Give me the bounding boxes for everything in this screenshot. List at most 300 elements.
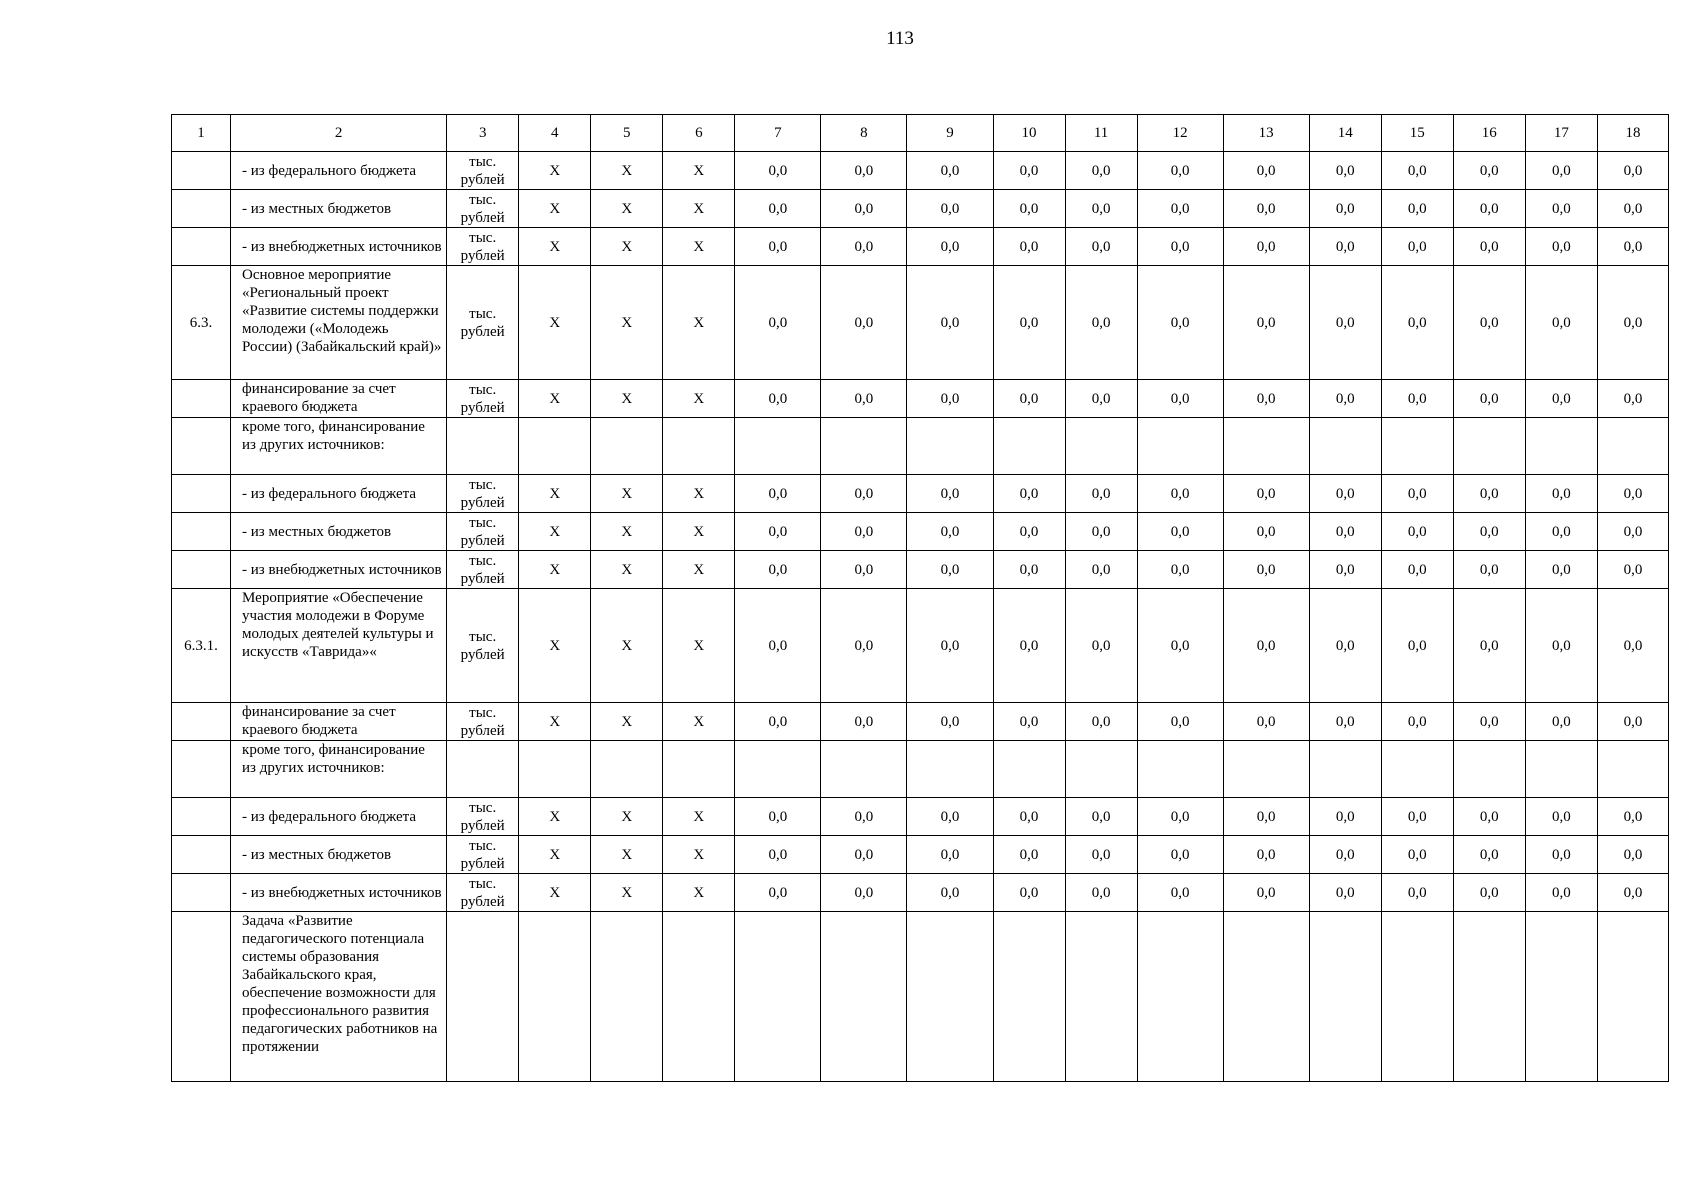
value-cell: 0,0 <box>821 703 907 741</box>
row-unit <box>447 418 519 475</box>
value-cell: 0,0 <box>993 380 1065 418</box>
value-cell: 0,0 <box>1137 798 1223 836</box>
value-cell: 0,0 <box>1381 836 1453 874</box>
value-cell: 0,0 <box>821 228 907 266</box>
value-cell: 0,0 <box>1065 380 1137 418</box>
value-cell: 0,0 <box>1381 152 1453 190</box>
row-number <box>172 513 231 551</box>
table-row <box>172 741 1669 798</box>
value-cell: 0,0 <box>821 475 907 513</box>
row-number <box>172 475 231 513</box>
value-cell: X <box>591 836 663 874</box>
value-cell: 0,0 <box>1223 266 1309 380</box>
value-cell: 0,0 <box>907 551 993 589</box>
value-cell: 0,0 <box>1065 228 1137 266</box>
header-cell: 16 <box>1453 115 1525 152</box>
value-cell: 0,0 <box>1381 703 1453 741</box>
value-cell: X <box>663 798 735 836</box>
value-cell: 0,0 <box>1223 703 1309 741</box>
value-cell: X <box>519 551 591 589</box>
value-cell <box>821 912 907 1082</box>
value-cell: X <box>591 380 663 418</box>
row-number <box>172 912 231 1082</box>
value-cell: 0,0 <box>1597 228 1668 266</box>
value-cell <box>519 741 591 798</box>
value-cell: 0,0 <box>1137 703 1223 741</box>
value-cell: 0,0 <box>735 380 821 418</box>
value-cell <box>1065 418 1137 475</box>
row-number <box>172 741 231 798</box>
value-cell: X <box>519 152 591 190</box>
value-cell: 0,0 <box>1525 266 1597 380</box>
value-cell: 0,0 <box>1137 266 1223 380</box>
table-row <box>172 589 1669 703</box>
value-cell: 0,0 <box>1065 589 1137 703</box>
value-cell <box>1309 912 1381 1082</box>
value-cell <box>1381 418 1453 475</box>
value-cell: 0,0 <box>1137 228 1223 266</box>
value-cell <box>663 418 735 475</box>
row-unit: тыс. рублей <box>447 703 519 741</box>
value-cell: 0,0 <box>1309 513 1381 551</box>
value-cell: 0,0 <box>1309 152 1381 190</box>
value-cell: X <box>663 266 735 380</box>
row-description: - из внебюджетных источников <box>231 228 447 266</box>
value-cell: 0,0 <box>1137 380 1223 418</box>
row-description: - из внебюджетных источников <box>231 551 447 589</box>
value-cell: 0,0 <box>1453 703 1525 741</box>
value-cell: X <box>591 475 663 513</box>
row-description: - из местных бюджетов <box>231 190 447 228</box>
value-cell: 0,0 <box>907 798 993 836</box>
value-cell: 0,0 <box>1597 152 1668 190</box>
value-cell: 0,0 <box>821 589 907 703</box>
value-cell: 0,0 <box>1381 190 1453 228</box>
value-cell: X <box>519 703 591 741</box>
header-row <box>172 115 1669 152</box>
row-unit: тыс. рублей <box>447 475 519 513</box>
value-cell <box>663 912 735 1082</box>
table-row <box>172 228 1669 266</box>
value-cell: 0,0 <box>907 589 993 703</box>
value-cell: X <box>663 513 735 551</box>
value-cell: X <box>663 551 735 589</box>
table-row <box>172 874 1669 912</box>
header-cell: 6 <box>663 115 735 152</box>
value-cell: 0,0 <box>1223 228 1309 266</box>
row-number: 6.3.1. <box>172 589 231 703</box>
value-cell: 0,0 <box>1137 152 1223 190</box>
value-cell: 0,0 <box>993 513 1065 551</box>
header-cell: 5 <box>591 115 663 152</box>
value-cell: 0,0 <box>1525 703 1597 741</box>
table-row <box>172 912 1669 1082</box>
value-cell: 0,0 <box>1223 874 1309 912</box>
table-row <box>172 703 1669 741</box>
row-description: - из федерального бюджета <box>231 152 447 190</box>
value-cell: 0,0 <box>1223 380 1309 418</box>
value-cell <box>1597 912 1668 1082</box>
value-cell <box>1309 418 1381 475</box>
row-number <box>172 874 231 912</box>
value-cell: 0,0 <box>907 190 993 228</box>
value-cell: X <box>519 380 591 418</box>
header-cell: 13 <box>1223 115 1309 152</box>
value-cell: 0,0 <box>1597 874 1668 912</box>
value-cell: 0,0 <box>735 589 821 703</box>
value-cell: 0,0 <box>1223 836 1309 874</box>
value-cell: 0,0 <box>1453 380 1525 418</box>
value-cell: X <box>663 836 735 874</box>
value-cell <box>1137 741 1223 798</box>
value-cell: 0,0 <box>1309 475 1381 513</box>
value-cell: X <box>663 152 735 190</box>
value-cell: 0,0 <box>821 266 907 380</box>
value-cell: 0,0 <box>1381 798 1453 836</box>
value-cell: 0,0 <box>1309 798 1381 836</box>
value-cell: 0,0 <box>993 152 1065 190</box>
row-number <box>172 798 231 836</box>
value-cell: 0,0 <box>993 266 1065 380</box>
value-cell: 0,0 <box>821 874 907 912</box>
value-cell: X <box>663 589 735 703</box>
row-unit: тыс. рублей <box>447 798 519 836</box>
value-cell: X <box>591 874 663 912</box>
row-description: Мероприятие «Обеспечение участия молодежи в Форуме молодых деятелей культуры и искусств «Таврида»« <box>231 589 447 703</box>
row-description: кроме того, финансирование из других источников: <box>231 418 447 475</box>
value-cell: X <box>519 266 591 380</box>
value-cell: 0,0 <box>1137 190 1223 228</box>
value-cell: X <box>663 874 735 912</box>
value-cell: 0,0 <box>1381 475 1453 513</box>
row-unit: тыс. рублей <box>447 228 519 266</box>
value-cell: 0,0 <box>1065 513 1137 551</box>
value-cell: 0,0 <box>907 152 993 190</box>
row-description: Основное мероприятие «Региональный проект «Развитие системы поддержки молодежи («Молодежь России) (Забайкальский край)» <box>231 266 447 380</box>
value-cell: 0,0 <box>1381 228 1453 266</box>
value-cell: 0,0 <box>1309 551 1381 589</box>
row-number: 6.3. <box>172 266 231 380</box>
value-cell: X <box>519 513 591 551</box>
value-cell <box>1453 741 1525 798</box>
row-unit: тыс. рублей <box>447 874 519 912</box>
value-cell <box>591 741 663 798</box>
value-cell: 0,0 <box>735 874 821 912</box>
value-cell: 0,0 <box>1525 798 1597 836</box>
table-row <box>172 190 1669 228</box>
header-cell: 17 <box>1525 115 1597 152</box>
value-cell: 0,0 <box>735 551 821 589</box>
value-cell: 0,0 <box>993 798 1065 836</box>
value-cell <box>1137 912 1223 1082</box>
value-cell: 0,0 <box>1381 589 1453 703</box>
value-cell: 0,0 <box>993 874 1065 912</box>
value-cell: 0,0 <box>1137 475 1223 513</box>
value-cell: X <box>519 836 591 874</box>
value-cell: 0,0 <box>1223 589 1309 703</box>
value-cell <box>1381 912 1453 1082</box>
value-cell: 0,0 <box>1525 874 1597 912</box>
value-cell: 0,0 <box>1065 266 1137 380</box>
value-cell: X <box>591 266 663 380</box>
row-number <box>172 703 231 741</box>
value-cell: 0,0 <box>1223 798 1309 836</box>
row-number <box>172 551 231 589</box>
value-cell: 0,0 <box>1525 190 1597 228</box>
value-cell: 0,0 <box>1065 874 1137 912</box>
value-cell <box>735 741 821 798</box>
value-cell <box>1453 418 1525 475</box>
value-cell <box>1309 741 1381 798</box>
table-row <box>172 152 1669 190</box>
value-cell: 0,0 <box>735 836 821 874</box>
page-number: 113 <box>886 28 914 49</box>
value-cell <box>1065 741 1137 798</box>
value-cell: 0,0 <box>821 152 907 190</box>
value-cell <box>1223 418 1309 475</box>
header-cell: 12 <box>1137 115 1223 152</box>
header-cell: 1 <box>172 115 231 152</box>
value-cell: 0,0 <box>1223 513 1309 551</box>
row-unit: тыс. рублей <box>447 551 519 589</box>
value-cell: 0,0 <box>907 703 993 741</box>
value-cell: 0,0 <box>993 703 1065 741</box>
row-description: - из федерального бюджета <box>231 475 447 513</box>
table-row <box>172 836 1669 874</box>
value-cell: 0,0 <box>1453 190 1525 228</box>
value-cell: X <box>591 703 663 741</box>
value-cell <box>591 912 663 1082</box>
value-cell <box>519 912 591 1082</box>
value-cell: 0,0 <box>1453 874 1525 912</box>
value-cell: 0,0 <box>993 836 1065 874</box>
value-cell: 0,0 <box>907 380 993 418</box>
row-unit: тыс. рублей <box>447 589 519 703</box>
value-cell <box>821 741 907 798</box>
value-cell: 0,0 <box>1137 551 1223 589</box>
value-cell: 0,0 <box>1309 836 1381 874</box>
row-description: финансирование за счет краевого бюджета <box>231 380 447 418</box>
value-cell: 0,0 <box>993 190 1065 228</box>
value-cell: 0,0 <box>1309 703 1381 741</box>
value-cell: 0,0 <box>1597 513 1668 551</box>
value-cell <box>663 741 735 798</box>
value-cell: 0,0 <box>1223 551 1309 589</box>
value-cell: 0,0 <box>1597 589 1668 703</box>
value-cell: X <box>591 551 663 589</box>
value-cell: 0,0 <box>907 266 993 380</box>
value-cell: 0,0 <box>1525 152 1597 190</box>
value-cell: 0,0 <box>1597 266 1668 380</box>
header-cell: 8 <box>821 115 907 152</box>
value-cell: 0,0 <box>1223 475 1309 513</box>
value-cell: X <box>591 798 663 836</box>
table-row <box>172 551 1669 589</box>
value-cell <box>519 418 591 475</box>
value-cell: X <box>519 798 591 836</box>
value-cell: 0,0 <box>1525 228 1597 266</box>
value-cell <box>1525 912 1597 1082</box>
value-cell: 0,0 <box>821 551 907 589</box>
value-cell <box>1065 912 1137 1082</box>
value-cell: 0,0 <box>993 551 1065 589</box>
value-cell <box>1223 741 1309 798</box>
row-description: - из внебюджетных источников <box>231 874 447 912</box>
row-unit: тыс. рублей <box>447 190 519 228</box>
header-cell: 2 <box>231 115 447 152</box>
value-cell <box>735 418 821 475</box>
value-cell: X <box>663 228 735 266</box>
value-cell <box>993 912 1065 1082</box>
value-cell: 0,0 <box>821 513 907 551</box>
value-cell: 0,0 <box>821 190 907 228</box>
value-cell: 0,0 <box>1453 475 1525 513</box>
header-cell: 15 <box>1381 115 1453 152</box>
value-cell <box>1525 741 1597 798</box>
row-unit: тыс. рублей <box>447 266 519 380</box>
value-cell: 0,0 <box>1065 190 1137 228</box>
value-cell <box>993 741 1065 798</box>
value-cell: 0,0 <box>1381 513 1453 551</box>
value-cell: 0,0 <box>1525 380 1597 418</box>
value-cell: 0,0 <box>993 475 1065 513</box>
value-cell: 0,0 <box>735 475 821 513</box>
value-cell <box>1597 418 1668 475</box>
value-cell: 0,0 <box>1453 228 1525 266</box>
row-number <box>172 836 231 874</box>
value-cell: 0,0 <box>1597 380 1668 418</box>
value-cell: 0,0 <box>1453 266 1525 380</box>
value-cell: 0,0 <box>1453 589 1525 703</box>
value-cell: 0,0 <box>1453 836 1525 874</box>
value-cell: 0,0 <box>1065 551 1137 589</box>
value-cell <box>591 418 663 475</box>
header-cell: 3 <box>447 115 519 152</box>
row-description: финансирование за счет краевого бюджета <box>231 703 447 741</box>
value-cell: 0,0 <box>735 513 821 551</box>
header-cell: 9 <box>907 115 993 152</box>
value-cell: 0,0 <box>1381 551 1453 589</box>
value-cell: 0,0 <box>1065 836 1137 874</box>
value-cell: 0,0 <box>1597 551 1668 589</box>
value-cell: 0,0 <box>1597 190 1668 228</box>
row-unit: тыс. рублей <box>447 380 519 418</box>
row-number <box>172 380 231 418</box>
value-cell: 0,0 <box>735 798 821 836</box>
value-cell: X <box>663 380 735 418</box>
value-cell <box>1525 418 1597 475</box>
row-unit: тыс. рублей <box>447 152 519 190</box>
value-cell <box>735 912 821 1082</box>
row-description: кроме того, финансирование из других источников: <box>231 741 447 798</box>
value-cell: 0,0 <box>821 836 907 874</box>
value-cell: 0,0 <box>1453 513 1525 551</box>
table-row <box>172 418 1669 475</box>
value-cell: 0,0 <box>1597 703 1668 741</box>
value-cell: X <box>591 589 663 703</box>
value-cell: 0,0 <box>1453 152 1525 190</box>
header-cell: 10 <box>993 115 1065 152</box>
header-cell: 7 <box>735 115 821 152</box>
value-cell: 0,0 <box>1597 836 1668 874</box>
value-cell: X <box>519 475 591 513</box>
value-cell: 0,0 <box>907 513 993 551</box>
table-row <box>172 475 1669 513</box>
table-row <box>172 798 1669 836</box>
value-cell: X <box>663 703 735 741</box>
value-cell: 0,0 <box>1309 874 1381 912</box>
value-cell: 0,0 <box>1309 190 1381 228</box>
row-number <box>172 418 231 475</box>
row-number <box>172 228 231 266</box>
row-unit <box>447 741 519 798</box>
value-cell: 0,0 <box>735 703 821 741</box>
value-cell: 0,0 <box>1065 703 1137 741</box>
value-cell: 0,0 <box>735 228 821 266</box>
value-cell: X <box>591 228 663 266</box>
value-cell: 0,0 <box>1381 874 1453 912</box>
value-cell: 0,0 <box>1065 152 1137 190</box>
value-cell: 0,0 <box>1137 836 1223 874</box>
value-cell: 0,0 <box>735 190 821 228</box>
table-row <box>172 380 1669 418</box>
value-cell <box>907 741 993 798</box>
value-cell: 0,0 <box>1381 266 1453 380</box>
row-unit: тыс. рублей <box>447 513 519 551</box>
value-cell: 0,0 <box>1137 513 1223 551</box>
row-number <box>172 190 231 228</box>
value-cell: 0,0 <box>1525 836 1597 874</box>
table-row <box>172 513 1669 551</box>
value-cell: 0,0 <box>735 152 821 190</box>
value-cell: 0,0 <box>1137 589 1223 703</box>
value-cell: 0,0 <box>1309 589 1381 703</box>
value-cell <box>1597 741 1668 798</box>
table-row <box>172 266 1669 380</box>
value-cell: 0,0 <box>1525 589 1597 703</box>
header-cell: 4 <box>519 115 591 152</box>
value-cell <box>821 418 907 475</box>
value-cell: X <box>591 152 663 190</box>
value-cell <box>993 418 1065 475</box>
value-cell: 0,0 <box>1309 228 1381 266</box>
value-cell: 0,0 <box>1065 475 1137 513</box>
row-unit: тыс. рублей <box>447 836 519 874</box>
value-cell: 0,0 <box>993 589 1065 703</box>
value-cell: 0,0 <box>1525 475 1597 513</box>
value-cell <box>1223 912 1309 1082</box>
value-cell: 0,0 <box>1453 551 1525 589</box>
value-cell: 0,0 <box>1597 798 1668 836</box>
value-cell: X <box>519 589 591 703</box>
row-description: Задача «Развитие педагогического потенциала системы образования Забайкальского края, обеспечение возможности для профессионального развития педагогических работников на протяжении <box>231 912 447 1082</box>
value-cell: 0,0 <box>993 228 1065 266</box>
value-cell <box>1137 418 1223 475</box>
value-cell: X <box>519 874 591 912</box>
row-unit <box>447 912 519 1082</box>
value-cell: 0,0 <box>821 380 907 418</box>
value-cell <box>907 418 993 475</box>
value-cell: 0,0 <box>1223 190 1309 228</box>
value-cell: 0,0 <box>1309 380 1381 418</box>
value-cell: 0,0 <box>1525 551 1597 589</box>
value-cell: 0,0 <box>907 475 993 513</box>
value-cell: 0,0 <box>907 874 993 912</box>
row-description: - из местных бюджетов <box>231 513 447 551</box>
value-cell: X <box>519 190 591 228</box>
value-cell: X <box>519 228 591 266</box>
budget-table <box>171 114 1669 1082</box>
